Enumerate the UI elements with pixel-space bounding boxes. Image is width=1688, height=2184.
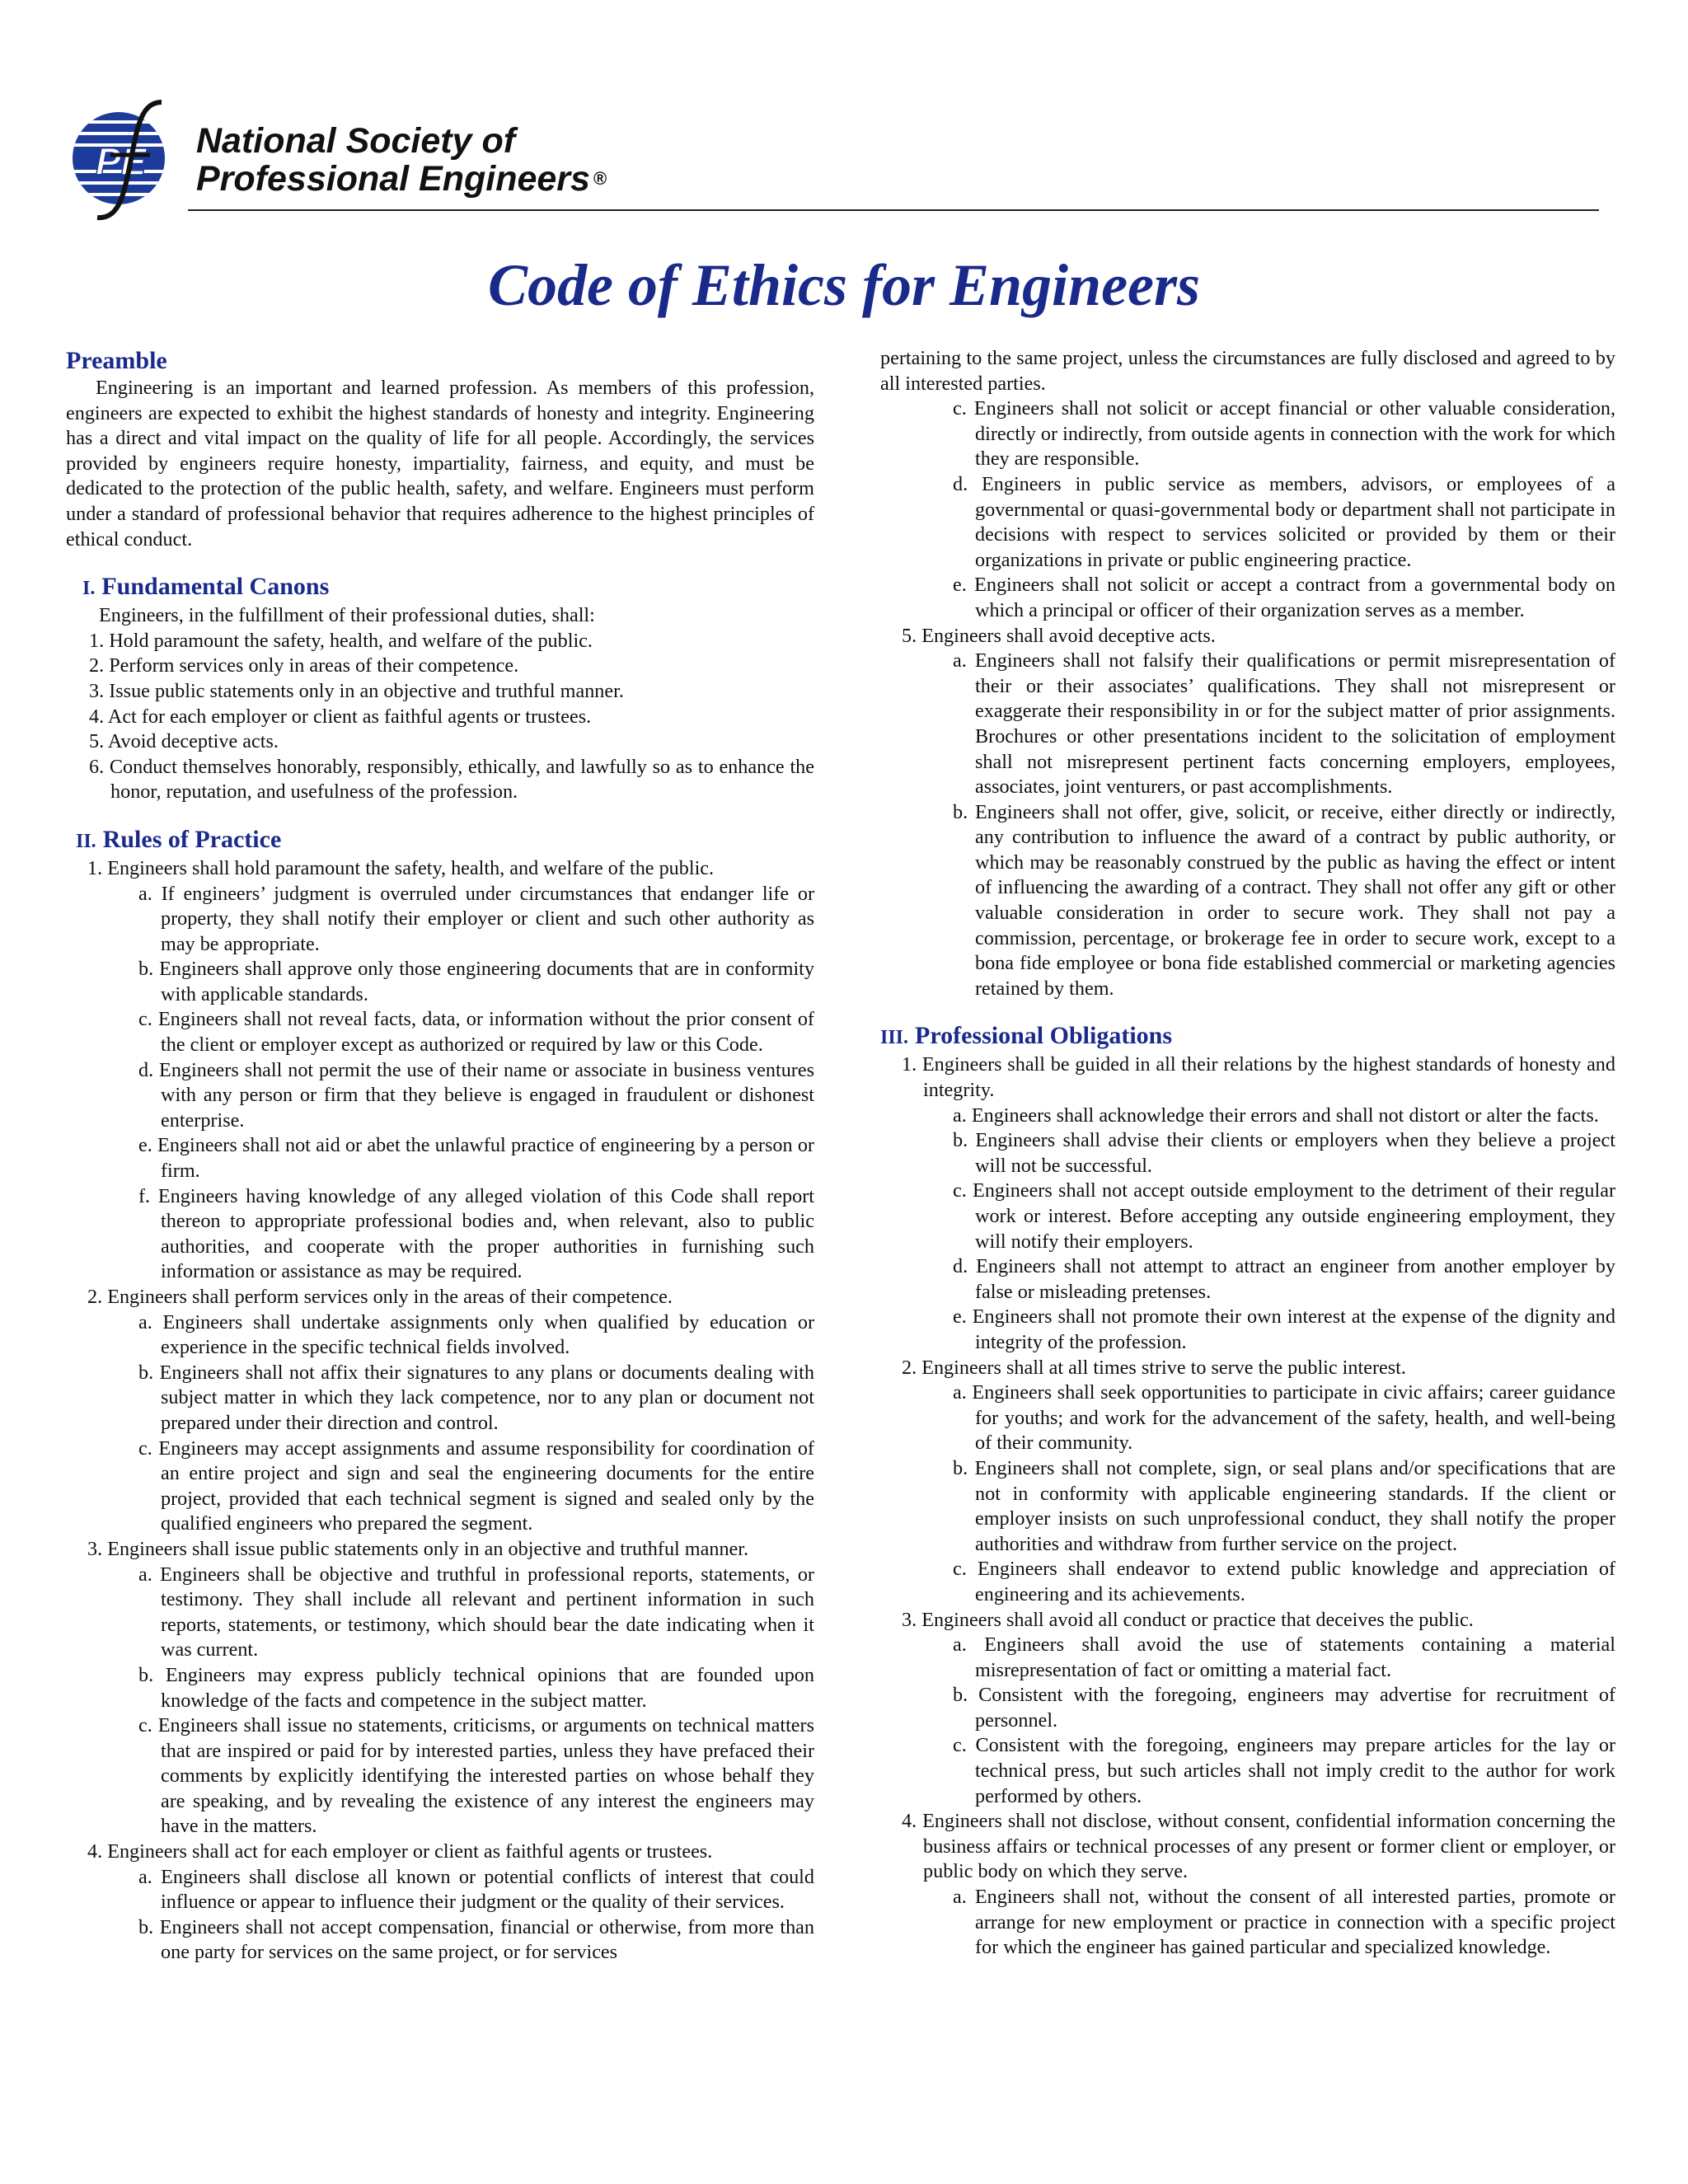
rule-subitem: a. Engineers shall disclose all known or potential conflicts of interest that could influence or appear to influence their judgment or the quality of their services.	[138, 1865, 814, 1914]
rule-subitem: f. Engineers having knowledge of any alleged violation of this Code shall report thereon to appropriate professional bodies and, when relevant, also to public authorities, and cooperate with the proper authorities in furnishing such information or assistance as may be required.	[138, 1184, 814, 1283]
preamble-text: Engineering is an important and learned profession. As members of this profession, engineers are expected to exhibit the highest standards of honesty and integrity. Engineering has a direct and vital impact on the quality of life for all people. Accordingly, the services provided by engineers require honesty, impartiality, fairness, and equity, and must be dedicated to the protection of the public health, safety, and welfare. Engineers must perform under a standard of professional behavior that requires adherence to the highest principles of ethical conduct.	[66, 377, 814, 551]
canons-intro: Engineers, in the fulfillment of their professional duties, shall:	[99, 604, 595, 627]
rule-subitem: d. Engineers shall not permit the use of their name or associate in business ventures with any person or firm that they believe is engaged in fraudulent or dishonest enterprise.	[138, 1058, 814, 1132]
obligation-subitem: b. Consistent with the foregoing, engineers may advertise for recruitment of personnel.	[953, 1684, 1615, 1732]
obligation-subitem: c. Consistent with the foregoing, engineers may prepare articles for the lay or technical press, but such articles shall not imply credit to the author for work performed by others.	[953, 1734, 1615, 1807]
logo-lettering: PE	[96, 140, 147, 183]
rule-item: 1. Engineers shall hold paramount the safety, health, and welfare of the public.	[87, 856, 715, 879]
section-title: Rules of Practice	[102, 825, 282, 853]
rule-subitem: c. Engineers shall not reveal facts, data, or information without the prior consent of the client or employer except as authorized or required by law or this Code.	[138, 1008, 814, 1057]
rule-subitem: c. Engineers shall not solicit or accept financial or other valuable consideration, directly or indirectly, from outside agents in connection with the work for which they are responsible.	[953, 397, 1615, 471]
rule-subitem: e. Engineers shall not aid or abet the unlawful practice of engineering by a person or firm.	[138, 1134, 814, 1183]
canon-item: 4. Act for each employer or client as faithful agents or trustees.	[89, 705, 592, 728]
right-column	[880, 346, 1615, 1961]
section-title: Professional Obligations	[915, 1022, 1173, 1050]
org-line-1: National Society of	[196, 121, 516, 161]
canon-item: 6. Conduct themselves honorably, responsibly, ethically, and lawfully so as to enhance the honor, reputation, and usefulness of the profession.	[89, 755, 814, 804]
rule-subitem: e. Engineers shall not solicit or accept a contract from a governmental body on which a principal or officer of their organization serves as a member.	[953, 574, 1615, 621]
obligation-subitem: e. Engineers shall not promote their own interest at the expense of the dignity and integrity of the profession.	[953, 1305, 1615, 1353]
obligation-subitem: d. Engineers shall not attempt to attract an engineer from another employer by false or misleading pretenses.	[953, 1255, 1615, 1303]
rule-item: 3. Engineers shall issue public statements only in an objective and truthful manner.	[87, 1537, 749, 1560]
canon-item: 2. Perform services only in areas of their competence.	[89, 654, 519, 677]
obligation-item: 4. Engineers shall not disclose, without consent, confidential information concerning the business affairs or technical processes of any present or former client or employer, or public body on which they serve.	[902, 1810, 1615, 1883]
rule-subitem: d. Engineers in public service as members, advisors, or employees of a governmental or quasi-governmental body or department shall not participate in decisions with respect to services solicited or provided by them or their organizations in private or public engineering practice.	[953, 472, 1615, 571]
obligation-item: 2. Engineers shall at all times strive to serve the public interest.	[902, 1356, 1406, 1379]
obligation-subitem: b. Engineers shall advise their clients or employers when they believe a project will not be successful.	[953, 1129, 1615, 1177]
rule-subitem-continued: pertaining to the same project, unless the circumstances are fully disclosed and agreed to by all interested parties.	[880, 347, 1615, 395]
page-title: Code of Ethics for Engineers	[487, 252, 1201, 318]
obligation-subitem: b. Engineers shall not complete, sign, or seal plans and/or specifications that are not in conformity with applicable engineering standards. If the client or employer insists on such unprofessional conduct, they shall notify the proper authorities and withdraw from further service on the project.	[953, 1456, 1615, 1555]
obligation-subitem: a. Engineers shall acknowledge their errors and shall not distort or alter the facts.	[953, 1104, 1599, 1127]
rule-subitem: b. Engineers shall not offer, give, solicit, or receive, either directly or indirectly, any contribution to influence the award of a contract by public authority, or which may be reasonably construed by the public as having the effect or intent of influencing the awarding of a contract. They shall not offer any gift or other valuable consideration in order to secure work. They shall not pay a commission, percentage, or brokerage fee in order to secure work, except to a bona fide employee or bona fide established commercial or marketing agencies retained by them.	[953, 800, 1615, 1000]
obligation-subitem: a. Engineers shall avoid the use of statements containing a material misrepresentation of fact or omitting a material fact.	[953, 1633, 1615, 1681]
rule-item: 5. Engineers shall avoid deceptive acts.	[902, 624, 1216, 647]
rule-item: 2. Engineers shall perform services only in the areas of their competence.	[87, 1286, 673, 1308]
canon-item: 1. Hold paramount the safety, health, and welfare of the public.	[89, 629, 593, 652]
section-number: I.	[82, 578, 96, 600]
rules-heading	[66, 825, 814, 856]
obligation-subitem: a. Engineers shall seek opportunities to participate in civic affairs; career guidance for youths; and work for the advancement of the safety, health, and well-being of their community.	[953, 1381, 1615, 1455]
rule-subitem: a. Engineers shall undertake assignments only when qualified by education or experience in the specific technical fields involved.	[138, 1310, 814, 1359]
rule-subitem: a. Engineers shall be objective and truthful in professional reports, statements, or testimony. They shall include all relevant and pertinent information in such reports, statements, or testimony, which should bear the date indicating when it was current.	[138, 1563, 814, 1661]
organization-name	[196, 122, 607, 198]
obligation-item: 1. Engineers shall be guided in all their relations by the highest standards of honesty and integrity.	[902, 1053, 1615, 1102]
nspe-logo-icon	[64, 97, 188, 221]
rule-subitem: c. Engineers may accept assignments and assume responsibility for coordination of an entire project and sign and seal the engineering documents for the entire project, provided that each technical segment is signed and sealed only by the qualified engineers who prepared the segment.	[138, 1436, 814, 1535]
registered-mark: ®	[593, 168, 607, 189]
rule-subitem: c. Engineers shall issue no statements, criticisms, or arguments on technical matters that are inspired or paid for by interested parties, unless they have prefaced their comments by explicitly identifying the interested parties on whose behalf they are speaking, and by revealing the existence of any interest the engineers may have in the matters.	[138, 1714, 814, 1838]
canon-item: 3. Issue public statements only in an objective and truthful manner.	[89, 679, 624, 702]
rule-subitem: b. Engineers shall approve only those engineering documents that are in conformity with applicable standards.	[138, 958, 814, 1005]
preamble-heading: Preamble	[66, 347, 167, 374]
obligation-subitem: a. Engineers shall not, without the consent of all interested parties, promote or arrange for new employment or practice in connection with a specific project for which the engineer has gained particular and specialized knowledge.	[953, 1886, 1615, 1959]
left-column	[66, 346, 814, 1966]
rule-subitem: b. Engineers shall not accept compensation, financial or otherwise, from more than one party for services on the same project, or for services	[138, 1915, 814, 1964]
rule-item: 4. Engineers shall act for each employer or client as faithful agents or trustees.	[87, 1840, 713, 1863]
header-rule	[188, 209, 1599, 211]
obligations-heading	[880, 1021, 1615, 1052]
rule-subitem: b. Engineers shall not affix their signatures to any plans or documents dealing with subject matter in which they lack competence, nor to any plan or document not prepared under their direction and control.	[138, 1361, 814, 1434]
obligation-subitem: c. Engineers shall not accept outside employment to the detriment of their regular work or interest. Before accepting any outside engineering employment, they will notify their employers.	[953, 1179, 1615, 1253]
section-number: III.	[880, 1027, 909, 1049]
obligation-item: 3. Engineers shall avoid all conduct or practice that deceives the public.	[902, 1608, 1474, 1631]
org-line-2: Professional Engineers	[196, 159, 590, 199]
section-title: Fundamental Canons	[101, 573, 330, 601]
canon-item: 5. Avoid deceptive acts.	[89, 730, 279, 753]
page-header	[64, 97, 1599, 221]
rule-subitem: a. If engineers’ judgment is overruled under circumstances that endanger life or property, they shall notify their employer or client and such other authority as may be appropriate.	[138, 882, 814, 955]
section-number: II.	[76, 830, 96, 852]
obligation-subitem: c. Engineers shall endeavor to extend public knowledge and appreciation of engineering and its achievements.	[953, 1558, 1615, 1605]
rule-subitem: b. Engineers may express publicly technical opinions that are founded upon knowledge of the facts and competence in the subject matter.	[138, 1663, 814, 1712]
canons-heading	[66, 572, 814, 603]
rule-subitem: a. Engineers shall not falsify their qualifications or permit misrepresentation of their or their associates’ qualifications. They shall not misrepresent or exaggerate their responsibility in or for the subject matter of prior assignments. Brochures or other presentations incident to the solicitation of employment shall not misrepresent pertinent facts concerning employers, employees, associates, joint venturers, or past accomplishments.	[953, 649, 1615, 799]
